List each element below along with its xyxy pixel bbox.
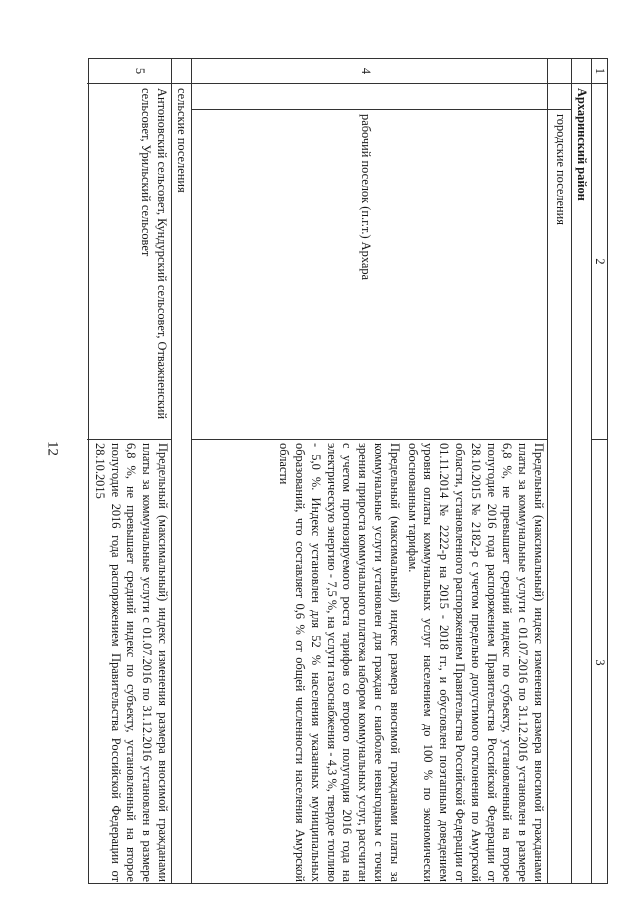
urban-num-cell xyxy=(548,59,571,83)
urban-section-row xyxy=(547,59,571,883)
row-4-paragraph-1: Предельный (максимальный) индекс изменения размера вносимой гражданами платы за коммунальные услуги с 01.07.2016 по 31.12.2016 установлен в размере 6,8 %, не превышает средний индекс по субъекту, установленный на второе полугодие 2016 года распоряжением Правительства Российской Федерации от 28.10.2015 № 2182-р с учетом предельно допустимого отклонения по Амурской области, установленного распоряжением Правительства Российской Федерации от 01.11.2014 № 2222-р на 2015 - 2018 гг., и обусловлен поэтапным доведением уровня оплаты коммунальных услуг населением до 100 % по экономически обоснованным тарифам. xyxy=(405,443,546,882)
urban-section-label: городские поселения xyxy=(548,109,571,883)
row-4-paragraph-2: Предельный (максимальный) индекс размера вносимой гражданами платы за коммунальные услуги установлен для граждан с наиболее невыгодным с точки зрения прироста коммунального платежа набором коммунальных услуг, рассчитан с учетом прогнозируемого роста тарифов со второго полугодия 2016 года на электрическую энергию - 7,5 %, на услуги газоснабжения - 4,3 %, твердое топливо - 5,0 %. Индекс установлен для 52 % населения указанных муниципальных образований, что составляет 0,6 % от общей численности населения Амурской области xyxy=(277,443,402,882)
row-4-number: 4 xyxy=(359,67,373,75)
row-4-settlement: рабочий поселок (п.г.т.) Архара xyxy=(192,109,547,439)
row-4-description xyxy=(192,439,547,885)
row-5-description: Предельный (максимальный) индекс изменения размера вносимой гражданами платы за коммунальные услуги с 01.07.2016 по 31.12.2016 установлен в размере 6,8 %, не превышает средний индекс по субъекту, установленный на второе полугодие 2016 года распоряжением Правительства Российской Федерации от 28.10.2015 xyxy=(87,439,171,885)
rural-section-row xyxy=(171,59,191,883)
table-row-4 xyxy=(191,59,547,883)
row-4-sub-cell xyxy=(192,83,547,109)
document-table xyxy=(88,58,608,884)
table-header-row xyxy=(591,59,607,883)
district-title: Архаринский район xyxy=(572,83,591,883)
urban-sub-cell xyxy=(548,83,571,109)
header-col-1: 1 xyxy=(593,67,607,75)
table-row-5 xyxy=(87,59,171,883)
row-5-number: 5 xyxy=(133,67,147,75)
district-num-cell xyxy=(572,59,591,83)
row-5-settlements: Антоновский сельсовет, Кундурский сельсовет, Отважненский сельсовет, Урильский сельсовет xyxy=(87,83,171,439)
rural-num-cell xyxy=(172,59,191,83)
district-row xyxy=(571,59,591,883)
rural-section-label: сельские поселения xyxy=(172,83,191,883)
page-number: 12 xyxy=(44,441,61,456)
header-col-3: 3 xyxy=(592,439,607,885)
header-col-2: 2 xyxy=(592,83,607,439)
